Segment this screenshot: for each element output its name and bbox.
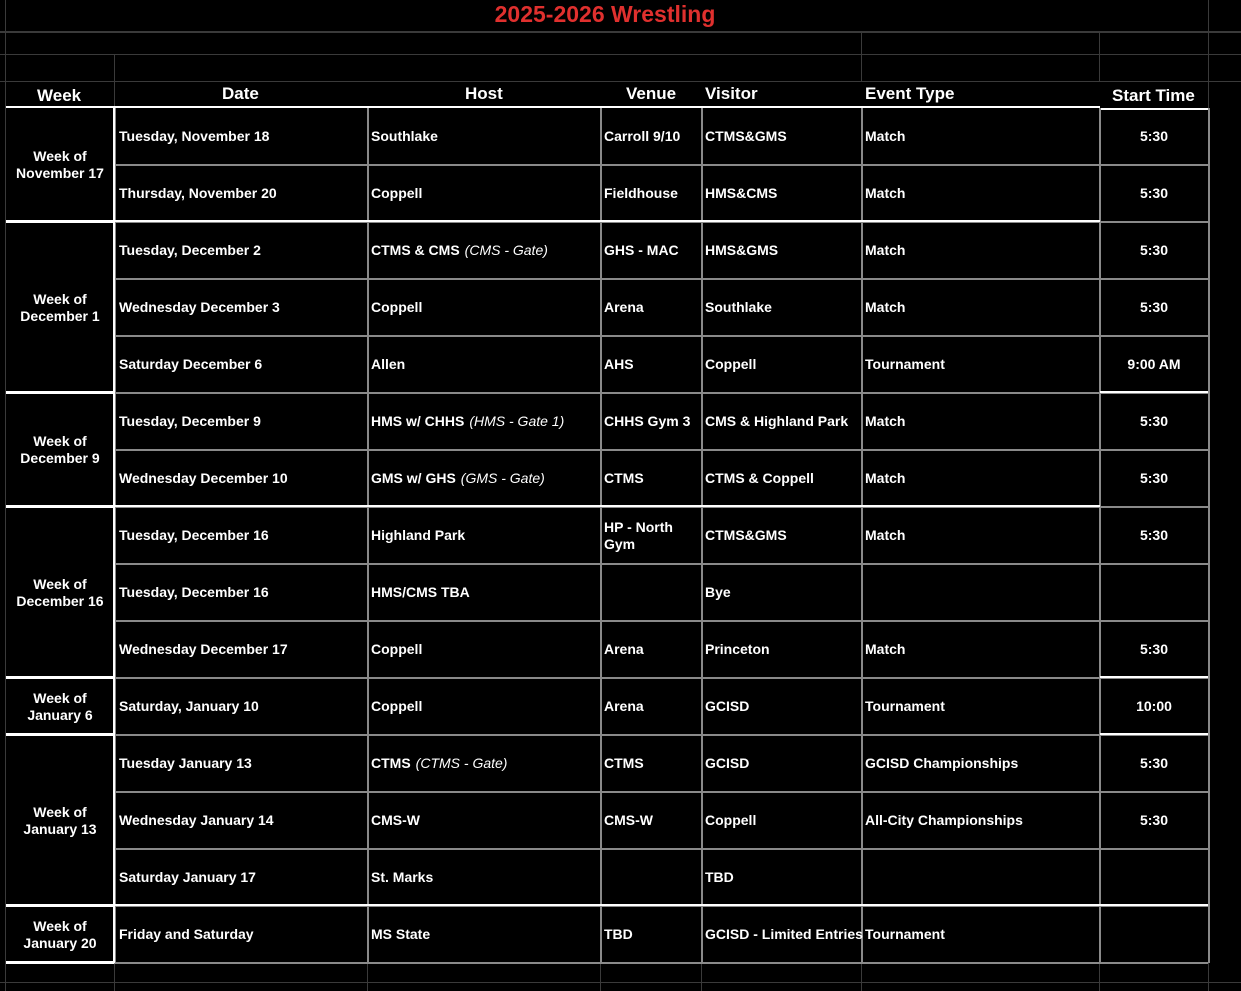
table-rule [600, 108, 602, 963]
cell-venue [604, 336, 700, 393]
cell-venue [604, 849, 700, 906]
cell-date [119, 507, 364, 564]
cell-venue [604, 393, 700, 450]
host-text: St. Marks [371, 869, 434, 885]
event-type-text: All-City Championships [865, 812, 1023, 828]
cell-date [119, 735, 364, 792]
cell-host [371, 792, 599, 849]
cell-date [119, 849, 364, 906]
host-text: MS State [371, 926, 431, 942]
week-label: Week of November 17 [16, 148, 104, 181]
table-rule [367, 108, 369, 963]
grid-line [1099, 32, 1100, 82]
cell-host [371, 165, 599, 222]
start-time-text: 5:30 [1139, 299, 1169, 315]
cell-host [371, 279, 599, 336]
visitor-text: Bye [705, 584, 731, 600]
event-type-text: Tournament [865, 356, 945, 372]
venue-text: Arena [604, 698, 644, 714]
host-text: CTMS [371, 755, 411, 771]
venue-text: Fieldhouse [604, 185, 678, 201]
start-time-text: 9:00 AM [1127, 356, 1181, 372]
visitor-text: GCISD [705, 698, 750, 714]
start-time-text: 5:30 [1139, 470, 1169, 486]
host-text: Coppell [371, 641, 423, 657]
host-text: Coppell [371, 185, 423, 201]
date-text: Tuesday, December 16 [119, 584, 269, 600]
cell-event-type [865, 849, 1098, 906]
date-text: Tuesday, December 16 [119, 527, 269, 543]
cell-start-time [1100, 621, 1208, 678]
cell-date [119, 279, 364, 336]
event-type-text: Match [865, 641, 906, 657]
event-type-text: Match [865, 299, 906, 315]
visitor-text: CTMS & Coppell [705, 470, 814, 486]
cell-event-type [865, 792, 1098, 849]
cell-event-type [865, 564, 1098, 621]
cell-host [371, 336, 599, 393]
cell-venue [604, 678, 700, 735]
venue-text: AHS [604, 356, 634, 372]
date-text: Tuesday, December 9 [119, 413, 261, 429]
event-type-text: Match [865, 128, 906, 144]
cell-host [371, 906, 599, 963]
host-text: HMS/CMS TBA [371, 584, 470, 600]
cell-visitor [705, 849, 865, 906]
venue-text: HP - North Gym [604, 518, 673, 552]
grid-line [600, 962, 601, 991]
cell-start-time [1100, 735, 1208, 792]
date-text: Tuesday, December 2 [119, 242, 261, 258]
week-label: Week of December 1 [20, 290, 100, 324]
event-type-text: Tournament [865, 698, 945, 714]
cell-visitor [705, 336, 865, 393]
visitor-text: HMS&CMS [705, 185, 778, 201]
venue-text: Carroll 9/10 [604, 128, 681, 144]
event-type-text: Match [865, 413, 906, 429]
visitor-text: Princeton [705, 641, 770, 657]
cell-visitor [705, 792, 865, 849]
cell-date [119, 336, 364, 393]
cell-host [371, 621, 599, 678]
host-text: CTMS & CMS [371, 242, 460, 258]
cell-venue [604, 507, 700, 564]
visitor-text: Southlake [705, 299, 772, 315]
cell-date [119, 165, 364, 222]
cell-date [119, 222, 364, 279]
cell-host [371, 450, 599, 507]
cell-start-time [1100, 678, 1208, 735]
cell-host [371, 393, 599, 450]
cell-event-type [865, 279, 1098, 336]
start-time-text: 5:30 [1139, 185, 1169, 201]
start-time-text: 5:30 [1139, 527, 1169, 543]
event-type-text: Match [865, 470, 906, 486]
cell-host [371, 108, 599, 165]
cell-venue [604, 621, 700, 678]
date-text: Tuesday, November 18 [119, 128, 270, 144]
cell-start-time [1100, 849, 1208, 906]
week-label: Week of January 20 [23, 917, 97, 951]
cell-start-time [1100, 450, 1208, 507]
venue-text: GHS - MAC [604, 242, 679, 258]
cell-date [119, 621, 364, 678]
page-title: 2025-2026 Wrestling [494, 1, 716, 27]
cell-host [371, 222, 599, 279]
cell-start-time [1100, 336, 1208, 393]
grid-line [0, 81, 1241, 82]
cell-visitor [705, 393, 865, 450]
cell-date [119, 564, 364, 621]
venue-text: CHHS Gym 3 [604, 413, 691, 429]
cell-venue [604, 279, 700, 336]
date-text: Saturday January 17 [119, 869, 256, 885]
event-type-text: Match [865, 185, 906, 201]
cell-event-type [865, 393, 1098, 450]
cell-host [371, 849, 599, 906]
cell-visitor [705, 735, 865, 792]
venue-text: Arena [604, 641, 644, 657]
visitor-text: TBD [705, 869, 734, 885]
host-text: GMS w/ GHS [371, 470, 456, 486]
table-rule [113, 108, 115, 963]
grid-line [701, 962, 702, 991]
host-note: (HMS - Gate 1) [469, 413, 565, 429]
event-type-text: Match [865, 527, 906, 543]
cell-venue [604, 906, 700, 963]
cell-start-time [1100, 906, 1208, 963]
venue-text: CTMS [604, 470, 644, 486]
grid-line [861, 32, 862, 82]
week-label: Week of January 6 [27, 689, 93, 723]
cell-event-type [865, 336, 1098, 393]
cell-venue [604, 222, 700, 279]
cell-start-time [1100, 564, 1208, 621]
cell-date [119, 906, 364, 963]
cell-visitor [705, 906, 865, 963]
visitor-text: Coppell [705, 356, 757, 372]
cell-visitor [705, 108, 865, 165]
host-text: Highland Park [371, 527, 466, 543]
cell-visitor [705, 450, 865, 507]
start-time-text: 5:30 [1139, 242, 1169, 258]
grid-line [367, 962, 368, 991]
date-text: Friday and Saturday [119, 926, 254, 942]
date-text: Tuesday January 13 [119, 755, 252, 771]
cell-event-type [865, 621, 1098, 678]
venue-text: Arena [604, 299, 644, 315]
cell-event-type [865, 108, 1098, 165]
cell-host [371, 678, 599, 735]
header-week: Week [37, 86, 82, 105]
date-text: Wednesday January 14 [119, 812, 274, 828]
cell-venue [604, 450, 700, 507]
cell-visitor [705, 564, 865, 621]
header-host: Host [465, 84, 503, 103]
date-text: Wednesday December 10 [119, 470, 288, 486]
table-rule [701, 108, 703, 963]
cell-visitor [705, 621, 865, 678]
table-rule [1208, 108, 1210, 963]
cell-date [119, 678, 364, 735]
start-time-text: 5:30 [1139, 413, 1169, 429]
cell-visitor [705, 678, 865, 735]
visitor-text: HMS&GMS [705, 242, 779, 258]
cell-visitor [705, 507, 865, 564]
grid-line [1099, 962, 1100, 991]
grid-line [0, 54, 1241, 55]
visitor-text: Coppell [705, 812, 757, 828]
cell-event-type [865, 165, 1098, 222]
date-text: Saturday, January 10 [119, 698, 259, 714]
header-event-type: Event Type [865, 84, 955, 103]
cell-venue [604, 792, 700, 849]
date-text: Wednesday December 17 [119, 641, 288, 657]
grid-line [0, 982, 1241, 983]
grid-line [5, 0, 6, 991]
cell-host [371, 564, 599, 621]
cell-start-time [1100, 165, 1208, 222]
visitor-text: CTMS&GMS [705, 527, 787, 543]
cell-event-type [865, 507, 1098, 564]
cell-start-time [1100, 222, 1208, 279]
start-time-text: 10:00 [1136, 698, 1172, 714]
host-note: (GMS - Gate) [460, 470, 545, 486]
visitor-text: GCISD - Limited Entries [705, 926, 863, 942]
week-label: Week of December 16 [16, 575, 104, 609]
cell-venue [604, 165, 700, 222]
week-label: Week of January 13 [23, 803, 97, 837]
grid-line [0, 31, 1241, 33]
cell-start-time [1100, 393, 1208, 450]
visitor-text: CMS & Highland Park [705, 413, 849, 429]
host-text: Allen [371, 356, 406, 372]
event-type-text: Tournament [865, 926, 945, 942]
cell-event-type [865, 906, 1098, 963]
event-type-text: GCISD Championships [865, 755, 1019, 771]
venue-text: TBD [604, 926, 633, 942]
date-text: Thursday, November 20 [119, 185, 277, 201]
header-venue: Venue [626, 84, 677, 103]
host-text: CMS-W [371, 812, 420, 828]
cell-start-time [1100, 507, 1208, 564]
cell-start-time [1100, 108, 1208, 165]
start-time-text: 5:30 [1139, 755, 1169, 771]
date-text: Saturday December 6 [119, 356, 263, 372]
start-time-text: 5:30 [1139, 812, 1169, 828]
start-time-text: 5:30 [1139, 128, 1169, 144]
date-text: Wednesday December 3 [119, 299, 280, 315]
cell-event-type [865, 678, 1098, 735]
cell-venue [604, 108, 700, 165]
cell-date [119, 450, 364, 507]
visitor-text: CTMS&GMS [705, 128, 787, 144]
cell-venue [604, 564, 700, 621]
cell-event-type [865, 735, 1098, 792]
venue-text: CTMS [604, 755, 644, 771]
cell-event-type [865, 222, 1098, 279]
host-text: Southlake [371, 128, 438, 144]
host-text: Coppell [371, 698, 423, 714]
cell-date [119, 393, 364, 450]
header-visitor: Visitor [705, 84, 758, 103]
cell-visitor [705, 222, 865, 279]
event-type-text: Match [865, 242, 906, 258]
venue-text: CMS-W [604, 812, 653, 828]
cell-date [119, 792, 364, 849]
host-note: (CTMS - Gate) [415, 755, 508, 771]
grid-line [861, 962, 862, 991]
visitor-text: GCISD [705, 755, 750, 771]
cell-start-time [1100, 792, 1208, 849]
week-label: Week of December 9 [20, 433, 100, 466]
cell-venue [604, 735, 700, 792]
cell-start-time [1100, 279, 1208, 336]
host-text: Coppell [371, 299, 423, 315]
cell-event-type [865, 450, 1098, 507]
cell-host [371, 507, 599, 564]
host-note: (CMS - Gate) [464, 242, 548, 258]
host-text: HMS w/ CHHS [371, 413, 465, 429]
header-date: Date [222, 84, 259, 103]
header-start-time: Start Time [1112, 86, 1195, 105]
cell-date [119, 108, 364, 165]
cell-visitor [705, 165, 865, 222]
cell-host [371, 735, 599, 792]
start-time-text: 5:30 [1139, 641, 1169, 657]
cell-visitor [705, 279, 865, 336]
